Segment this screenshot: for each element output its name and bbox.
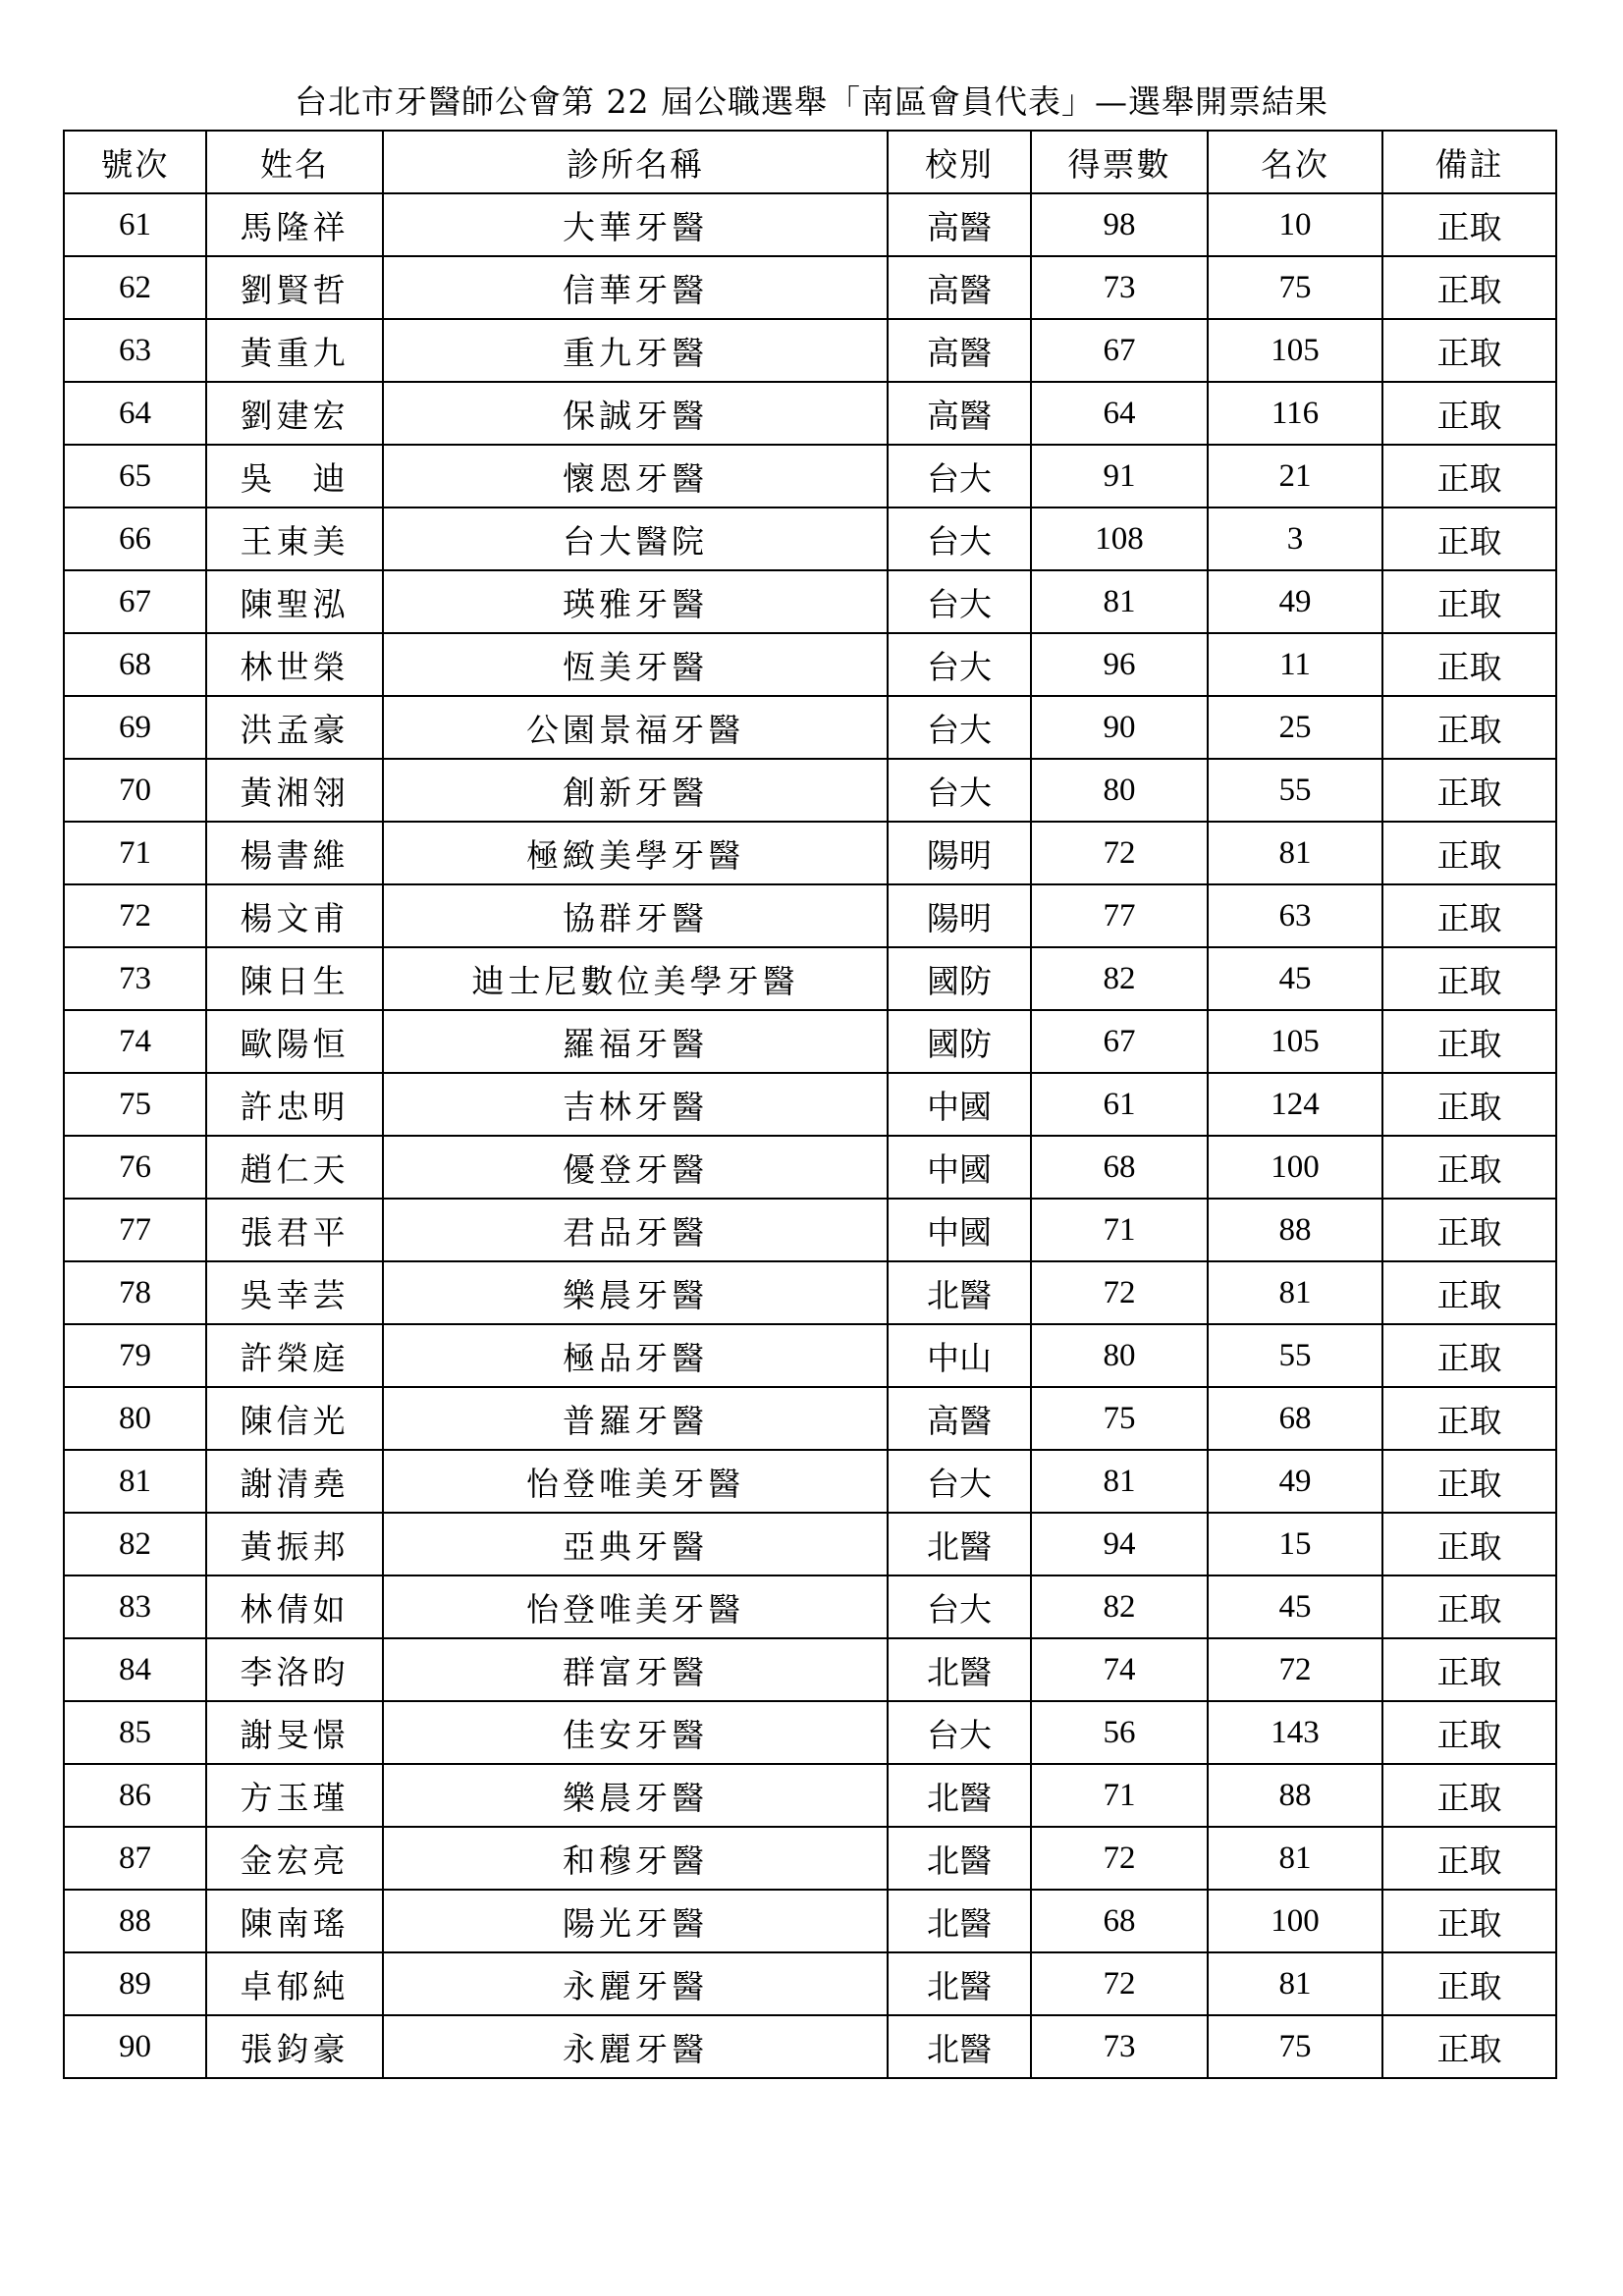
- cell-clinic: 極品牙醫: [383, 1324, 888, 1387]
- table-row: [64, 1827, 1556, 1890]
- election-results-table: [63, 130, 1557, 2079]
- cell-clinic: 怡登唯美牙醫: [383, 1575, 888, 1638]
- cell-clinic: 瑛雅牙醫: [383, 570, 888, 633]
- header-number: 號次: [64, 131, 206, 193]
- cell-rank: 81: [1208, 1827, 1382, 1890]
- cell-rank: 45: [1208, 947, 1382, 1010]
- table-row: [64, 570, 1556, 633]
- cell-note: 正取: [1382, 947, 1556, 1010]
- cell-name: 黃振邦: [206, 1513, 383, 1575]
- cell-note: 正取: [1382, 633, 1556, 696]
- cell-name: 陳聖泓: [206, 570, 383, 633]
- cell-votes: 73: [1031, 2015, 1208, 2078]
- cell-note: 正取: [1382, 759, 1556, 822]
- cell-votes: 94: [1031, 1513, 1208, 1575]
- cell-name: 張君平: [206, 1199, 383, 1261]
- cell-note: 正取: [1382, 1638, 1556, 1701]
- table-row: [64, 1575, 1556, 1638]
- cell-school: 中山: [888, 1324, 1031, 1387]
- cell-school: 高醫: [888, 319, 1031, 382]
- cell-name: 卓郁純: [206, 1952, 383, 2015]
- cell-clinic: 極緻美學牙醫: [383, 822, 888, 884]
- cell-name: 吳 迪: [206, 445, 383, 507]
- cell-number: 76: [64, 1136, 206, 1199]
- cell-note: 正取: [1382, 570, 1556, 633]
- table-row: [64, 445, 1556, 507]
- cell-school: 北醫: [888, 1513, 1031, 1575]
- document-title: 台北市牙醫師公會第 22 屆公職選舉「南區會員代表」—選舉開票結果: [295, 82, 1328, 121]
- cell-votes: 96: [1031, 633, 1208, 696]
- cell-clinic: 佳安牙醫: [383, 1701, 888, 1764]
- cell-rank: 11: [1208, 633, 1382, 696]
- cell-note: 正取: [1382, 256, 1556, 319]
- table-row: [64, 633, 1556, 696]
- header-row: [64, 131, 1556, 193]
- cell-number: 88: [64, 1890, 206, 1952]
- cell-rank: 55: [1208, 1324, 1382, 1387]
- cell-school: 台大: [888, 696, 1031, 759]
- cell-note: 正取: [1382, 2015, 1556, 2078]
- cell-school: 國防: [888, 947, 1031, 1010]
- cell-votes: 73: [1031, 256, 1208, 319]
- header-rank: 名次: [1208, 131, 1382, 193]
- cell-school: 北醫: [888, 1638, 1031, 1701]
- cell-number: 71: [64, 822, 206, 884]
- cell-number: 73: [64, 947, 206, 1010]
- cell-note: 正取: [1382, 1764, 1556, 1827]
- cell-name: 陳信光: [206, 1387, 383, 1450]
- cell-name: 陳日生: [206, 947, 383, 1010]
- cell-rank: 21: [1208, 445, 1382, 507]
- cell-school: 中國: [888, 1199, 1031, 1261]
- cell-clinic: 永麗牙醫: [383, 1952, 888, 2015]
- cell-school: 北醫: [888, 1261, 1031, 1324]
- cell-clinic: 樂晨牙醫: [383, 1261, 888, 1324]
- header-school: 校別: [888, 131, 1031, 193]
- cell-rank: 75: [1208, 2015, 1382, 2078]
- cell-clinic: 協群牙醫: [383, 884, 888, 947]
- cell-name: 歐陽恒: [206, 1010, 383, 1073]
- cell-votes: 68: [1031, 1890, 1208, 1952]
- cell-votes: 82: [1031, 947, 1208, 1010]
- cell-clinic: 保誠牙醫: [383, 382, 888, 445]
- table-row: [64, 759, 1556, 822]
- cell-rank: 143: [1208, 1701, 1382, 1764]
- cell-clinic: 信華牙醫: [383, 256, 888, 319]
- cell-clinic: 公園景福牙醫: [383, 696, 888, 759]
- table-row: [64, 1073, 1556, 1136]
- cell-school: 北醫: [888, 2015, 1031, 2078]
- cell-rank: 68: [1208, 1387, 1382, 1450]
- cell-rank: 88: [1208, 1199, 1382, 1261]
- cell-votes: 75: [1031, 1387, 1208, 1450]
- cell-rank: 45: [1208, 1575, 1382, 1638]
- cell-name: 黃重九: [206, 319, 383, 382]
- cell-clinic: 羅福牙醫: [383, 1010, 888, 1073]
- cell-number: 67: [64, 570, 206, 633]
- cell-note: 正取: [1382, 1827, 1556, 1890]
- cell-number: 87: [64, 1827, 206, 1890]
- cell-school: 台大: [888, 445, 1031, 507]
- cell-note: 正取: [1382, 1010, 1556, 1073]
- cell-number: 82: [64, 1513, 206, 1575]
- cell-school: 北醫: [888, 1890, 1031, 1952]
- cell-number: 81: [64, 1450, 206, 1513]
- cell-number: 64: [64, 382, 206, 445]
- cell-votes: 82: [1031, 1575, 1208, 1638]
- cell-number: 70: [64, 759, 206, 822]
- cell-number: 72: [64, 884, 206, 947]
- cell-number: 74: [64, 1010, 206, 1073]
- cell-rank: 100: [1208, 1890, 1382, 1952]
- cell-rank: 55: [1208, 759, 1382, 822]
- cell-school: 台大: [888, 507, 1031, 570]
- header-clinic: 診所名稱: [383, 131, 888, 193]
- cell-name: 陳南瑤: [206, 1890, 383, 1952]
- cell-clinic: 群富牙醫: [383, 1638, 888, 1701]
- cell-note: 正取: [1382, 822, 1556, 884]
- cell-name: 趙仁天: [206, 1136, 383, 1199]
- cell-rank: 49: [1208, 570, 1382, 633]
- cell-school: 台大: [888, 570, 1031, 633]
- cell-votes: 68: [1031, 1136, 1208, 1199]
- cell-votes: 90: [1031, 696, 1208, 759]
- cell-school: 台大: [888, 1450, 1031, 1513]
- cell-number: 78: [64, 1261, 206, 1324]
- cell-note: 正取: [1382, 382, 1556, 445]
- cell-clinic: 怡登唯美牙醫: [383, 1450, 888, 1513]
- cell-name: 吳幸芸: [206, 1261, 383, 1324]
- cell-school: 北醫: [888, 1764, 1031, 1827]
- cell-votes: 80: [1031, 1324, 1208, 1387]
- cell-rank: 100: [1208, 1136, 1382, 1199]
- cell-name: 林倩如: [206, 1575, 383, 1638]
- cell-note: 正取: [1382, 1450, 1556, 1513]
- cell-clinic: 永麗牙醫: [383, 2015, 888, 2078]
- cell-name: 劉賢哲: [206, 256, 383, 319]
- cell-number: 75: [64, 1073, 206, 1136]
- cell-school: 北醫: [888, 1952, 1031, 2015]
- cell-rank: 105: [1208, 319, 1382, 382]
- cell-rank: 116: [1208, 382, 1382, 445]
- cell-school: 國防: [888, 1010, 1031, 1073]
- table-row: [64, 1010, 1556, 1073]
- cell-rank: 75: [1208, 256, 1382, 319]
- table-row: [64, 1136, 1556, 1199]
- cell-clinic: 迪士尼數位美學牙醫: [383, 947, 888, 1010]
- cell-clinic: 重九牙醫: [383, 319, 888, 382]
- table-row: [64, 884, 1556, 947]
- cell-school: 陽明: [888, 822, 1031, 884]
- cell-number: 63: [64, 319, 206, 382]
- cell-rank: 81: [1208, 822, 1382, 884]
- cell-school: 台大: [888, 1575, 1031, 1638]
- table-row: [64, 256, 1556, 319]
- cell-clinic: 大華牙醫: [383, 193, 888, 256]
- cell-rank: 81: [1208, 1952, 1382, 2015]
- table-row: [64, 1199, 1556, 1261]
- cell-number: 69: [64, 696, 206, 759]
- cell-note: 正取: [1382, 1199, 1556, 1261]
- cell-votes: 56: [1031, 1701, 1208, 1764]
- table-row: [64, 1701, 1556, 1764]
- table-row: [64, 1387, 1556, 1450]
- cell-clinic: 吉林牙醫: [383, 1073, 888, 1136]
- cell-note: 正取: [1382, 1387, 1556, 1450]
- table-row: [64, 1261, 1556, 1324]
- cell-note: 正取: [1382, 1136, 1556, 1199]
- table-header: [64, 131, 1556, 193]
- header-votes: 得票數: [1031, 131, 1208, 193]
- cell-name: 王東美: [206, 507, 383, 570]
- cell-votes: 72: [1031, 822, 1208, 884]
- cell-clinic: 樂晨牙醫: [383, 1764, 888, 1827]
- table-row: [64, 696, 1556, 759]
- cell-rank: 105: [1208, 1010, 1382, 1073]
- cell-school: 高醫: [888, 1387, 1031, 1450]
- cell-note: 正取: [1382, 445, 1556, 507]
- cell-rank: 3: [1208, 507, 1382, 570]
- cell-clinic: 創新牙醫: [383, 759, 888, 822]
- cell-votes: 71: [1031, 1199, 1208, 1261]
- cell-number: 84: [64, 1638, 206, 1701]
- cell-number: 61: [64, 193, 206, 256]
- table-row: [64, 1324, 1556, 1387]
- cell-name: 金宏亮: [206, 1827, 383, 1890]
- cell-votes: 67: [1031, 1010, 1208, 1073]
- cell-votes: 77: [1031, 884, 1208, 947]
- cell-rank: 88: [1208, 1764, 1382, 1827]
- cell-school: 高醫: [888, 193, 1031, 256]
- cell-note: 正取: [1382, 1261, 1556, 1324]
- cell-name: 許榮庭: [206, 1324, 383, 1387]
- cell-note: 正取: [1382, 1890, 1556, 1952]
- cell-votes: 61: [1031, 1073, 1208, 1136]
- cell-votes: 72: [1031, 1952, 1208, 2015]
- cell-number: 80: [64, 1387, 206, 1450]
- table-row: [64, 1638, 1556, 1701]
- cell-clinic: 陽光牙醫: [383, 1890, 888, 1952]
- cell-number: 90: [64, 2015, 206, 2078]
- cell-note: 正取: [1382, 884, 1556, 947]
- cell-number: 65: [64, 445, 206, 507]
- cell-number: 79: [64, 1324, 206, 1387]
- cell-school: 中國: [888, 1073, 1031, 1136]
- cell-name: 黃湘翎: [206, 759, 383, 822]
- cell-note: 正取: [1382, 193, 1556, 256]
- cell-number: 86: [64, 1764, 206, 1827]
- table-row: [64, 2015, 1556, 2078]
- cell-clinic: 和穆牙醫: [383, 1827, 888, 1890]
- cell-clinic: 台大醫院: [383, 507, 888, 570]
- cell-clinic: 恆美牙醫: [383, 633, 888, 696]
- header-note: 備註: [1382, 131, 1556, 193]
- table-row: [64, 507, 1556, 570]
- cell-clinic: 普羅牙醫: [383, 1387, 888, 1450]
- table-row: [64, 1764, 1556, 1827]
- table-row: [64, 193, 1556, 256]
- table-row: [64, 1890, 1556, 1952]
- cell-school: 中國: [888, 1136, 1031, 1199]
- cell-name: 林世榮: [206, 633, 383, 696]
- cell-votes: 81: [1031, 570, 1208, 633]
- cell-note: 正取: [1382, 1073, 1556, 1136]
- cell-number: 66: [64, 507, 206, 570]
- cell-clinic: 亞典牙醫: [383, 1513, 888, 1575]
- cell-note: 正取: [1382, 1324, 1556, 1387]
- cell-note: 正取: [1382, 319, 1556, 382]
- cell-name: 劉建宏: [206, 382, 383, 445]
- cell-votes: 98: [1031, 193, 1208, 256]
- cell-note: 正取: [1382, 1701, 1556, 1764]
- cell-rank: 49: [1208, 1450, 1382, 1513]
- cell-votes: 64: [1031, 382, 1208, 445]
- cell-note: 正取: [1382, 1952, 1556, 2015]
- table-row: [64, 319, 1556, 382]
- cell-rank: 72: [1208, 1638, 1382, 1701]
- cell-votes: 81: [1031, 1450, 1208, 1513]
- cell-votes: 108: [1031, 507, 1208, 570]
- cell-clinic: 優登牙醫: [383, 1136, 888, 1199]
- cell-votes: 72: [1031, 1261, 1208, 1324]
- table-row: [64, 947, 1556, 1010]
- table-row: [64, 1513, 1556, 1575]
- cell-name: 楊文甫: [206, 884, 383, 947]
- cell-number: 68: [64, 633, 206, 696]
- cell-rank: 81: [1208, 1261, 1382, 1324]
- cell-votes: 67: [1031, 319, 1208, 382]
- cell-note: 正取: [1382, 1513, 1556, 1575]
- cell-name: 洪孟豪: [206, 696, 383, 759]
- cell-name: 楊書維: [206, 822, 383, 884]
- cell-votes: 72: [1031, 1827, 1208, 1890]
- cell-rank: 25: [1208, 696, 1382, 759]
- cell-note: 正取: [1382, 1575, 1556, 1638]
- cell-rank: 10: [1208, 193, 1382, 256]
- cell-school: 台大: [888, 633, 1031, 696]
- cell-votes: 91: [1031, 445, 1208, 507]
- table-body: [64, 193, 1556, 2078]
- cell-votes: 71: [1031, 1764, 1208, 1827]
- cell-votes: 74: [1031, 1638, 1208, 1701]
- table-row: [64, 1952, 1556, 2015]
- cell-rank: 124: [1208, 1073, 1382, 1136]
- cell-clinic: 懷恩牙醫: [383, 445, 888, 507]
- cell-school: 台大: [888, 759, 1031, 822]
- cell-name: 謝旻憬: [206, 1701, 383, 1764]
- cell-number: 77: [64, 1199, 206, 1261]
- cell-school: 台大: [888, 1701, 1031, 1764]
- table-row: [64, 822, 1556, 884]
- header-name: 姓名: [206, 131, 383, 193]
- table-row: [64, 1450, 1556, 1513]
- cell-note: 正取: [1382, 696, 1556, 759]
- cell-name: 馬隆祥: [206, 193, 383, 256]
- cell-rank: 15: [1208, 1513, 1382, 1575]
- cell-number: 89: [64, 1952, 206, 2015]
- cell-school: 北醫: [888, 1827, 1031, 1890]
- cell-rank: 63: [1208, 884, 1382, 947]
- cell-school: 高醫: [888, 256, 1031, 319]
- cell-school: 高醫: [888, 382, 1031, 445]
- cell-number: 85: [64, 1701, 206, 1764]
- cell-school: 陽明: [888, 884, 1031, 947]
- cell-votes: 80: [1031, 759, 1208, 822]
- cell-note: 正取: [1382, 507, 1556, 570]
- cell-name: 方玉瑾: [206, 1764, 383, 1827]
- cell-clinic: 君品牙醫: [383, 1199, 888, 1261]
- cell-name: 許忠明: [206, 1073, 383, 1136]
- cell-number: 83: [64, 1575, 206, 1638]
- cell-name: 李洛昀: [206, 1638, 383, 1701]
- cell-name: 謝清堯: [206, 1450, 383, 1513]
- table-row: [64, 382, 1556, 445]
- cell-number: 62: [64, 256, 206, 319]
- cell-name: 張鈞豪: [206, 2015, 383, 2078]
